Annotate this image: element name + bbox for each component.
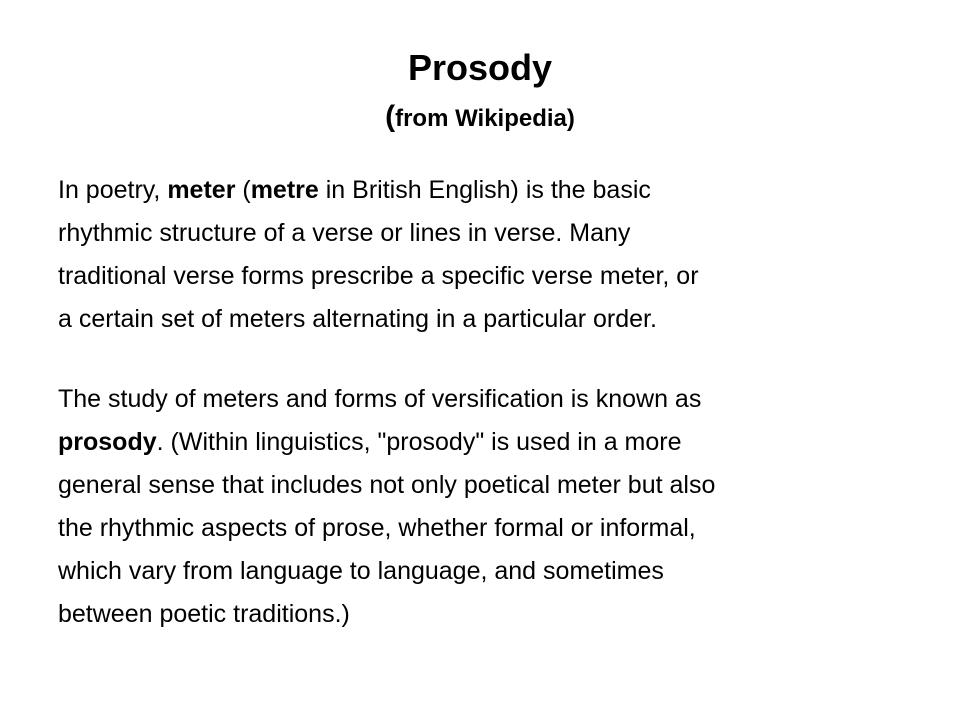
text-run: ( xyxy=(235,176,251,204)
paragraph-line: between poetic traditions.) xyxy=(58,600,350,628)
subtitle-text: from Wikipedia xyxy=(395,105,567,132)
term-meter: meter xyxy=(167,176,236,204)
paragraph-line: a certain set of meters alternating in a particular order. xyxy=(58,305,657,333)
term-metre: metre xyxy=(250,176,319,204)
paragraph-line xyxy=(58,421,938,464)
text-run: in British English) is the basic xyxy=(318,176,651,204)
subtitle-open-paren: ( xyxy=(385,100,396,133)
page-subtitle xyxy=(0,99,960,137)
paragraph-line xyxy=(58,169,938,212)
paragraph-line: traditional verse forms prescribe a specific verse meter, or xyxy=(58,262,699,290)
text-run: In poetry, xyxy=(58,176,168,204)
paragraph-line: general sense that includes not only poetical meter but also xyxy=(58,471,716,499)
paragraph-line: rhythmic structure of a verse or lines in verse. Many xyxy=(58,219,631,247)
subtitle-close-paren: ) xyxy=(566,105,575,132)
text-run: . (Within linguistics, "prosody" is used in a more xyxy=(156,428,682,456)
page-title: Prosody xyxy=(407,47,553,88)
paragraph-line: which vary from language to language, and sometimes xyxy=(58,557,664,585)
term-prosody: prosody xyxy=(58,428,157,456)
paragraph-meter xyxy=(58,169,938,341)
paragraph-prosody xyxy=(58,378,938,636)
paragraph-line: The study of meters and forms of versification is known as xyxy=(58,385,702,413)
paragraph-line: the rhythmic aspects of prose, whether formal or informal, xyxy=(58,514,696,542)
